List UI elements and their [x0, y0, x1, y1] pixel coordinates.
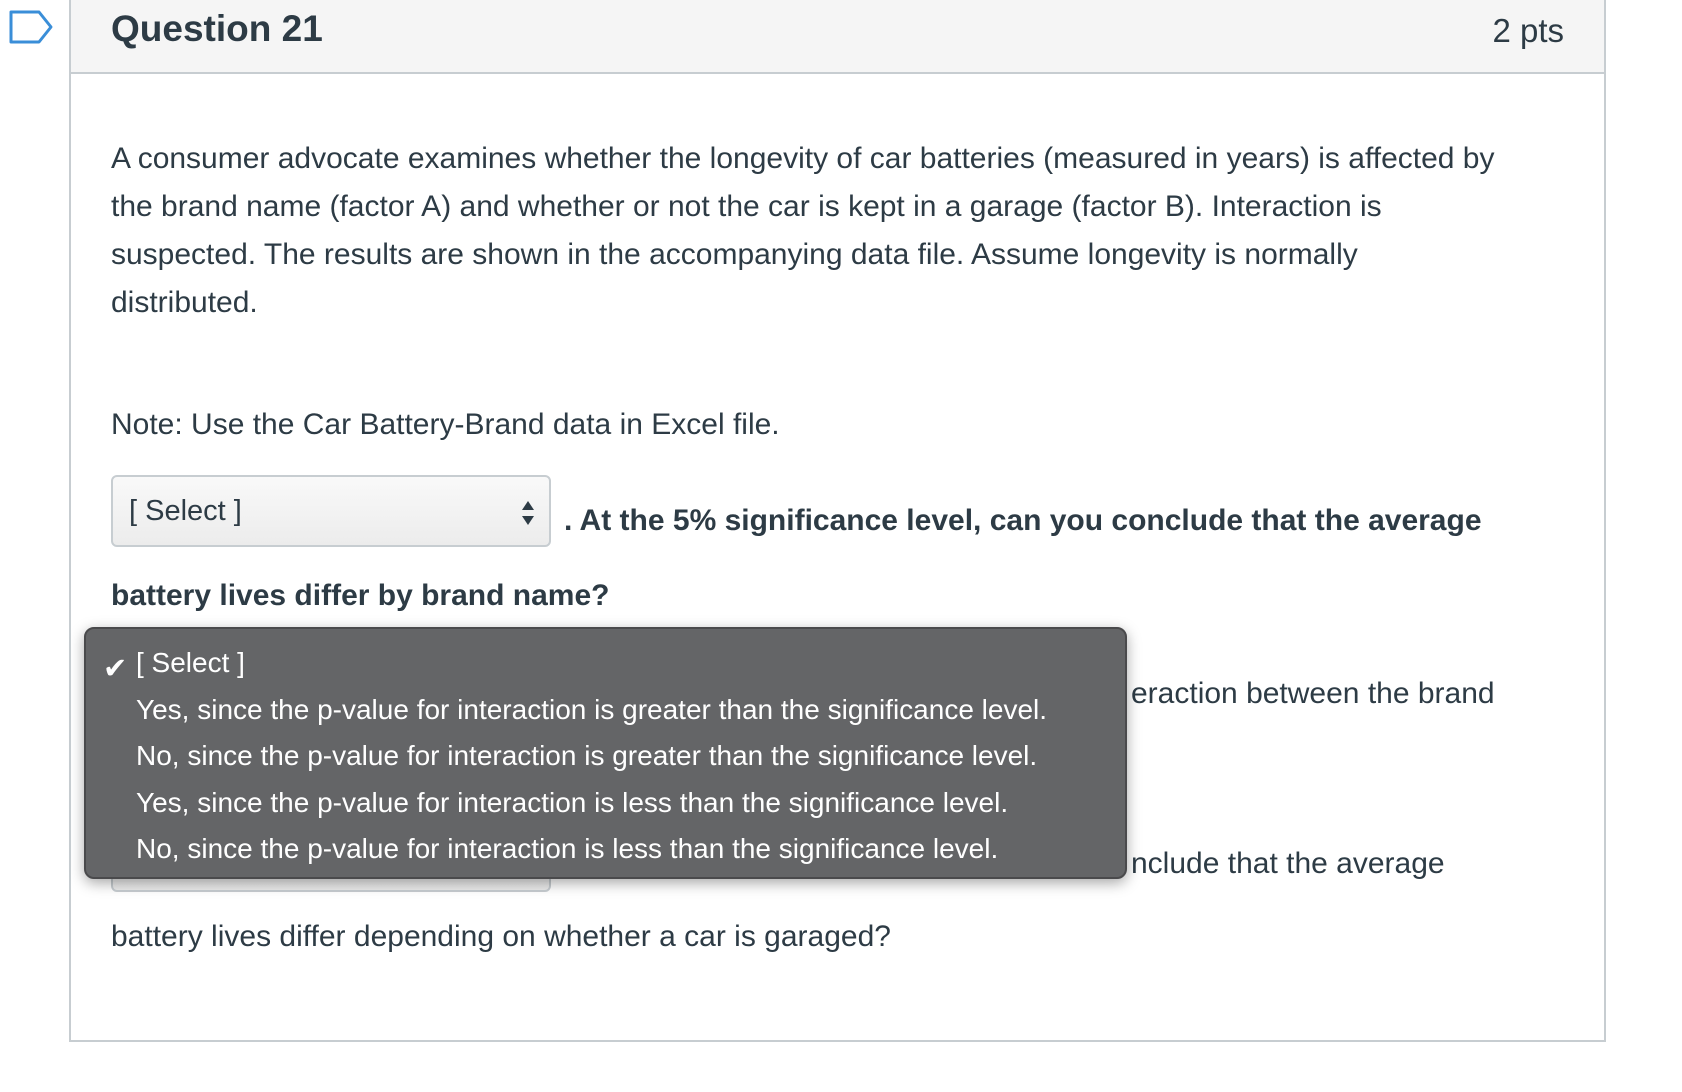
question-card: [69, 0, 1606, 1042]
question-part-1: . At the 5% significance level, can you conclude that the average: [564, 504, 1482, 537]
question-title: Question 21: [111, 8, 323, 49]
dropdown-option-select[interactable]: [ Select ]: [136, 647, 245, 678]
dropdown-option[interactable]: No, since the p-value for interaction is less than the significance level.: [136, 833, 999, 864]
answer-select-1[interactable]: [111, 475, 551, 547]
checkmark-icon: ✔: [103, 653, 128, 685]
paragraph-line: distributed.: [111, 286, 258, 319]
select-dropdown-menu: [84, 627, 1127, 879]
paragraph-line: the brand name (factor A) and whether or not the car is kept in a garage (factor B). Interaction is: [111, 190, 1382, 223]
question-points: 2 pts: [1492, 12, 1564, 49]
paragraph-line: suspected. The results are shown in the accompanying data file. Assume longevity is normally: [111, 238, 1358, 271]
dropdown-option[interactable]: Yes, since the p-value for interaction is greater than the significance level.: [136, 694, 1048, 725]
question-part-3-partial: nclude that the average: [1131, 847, 1445, 880]
dropdown-option[interactable]: No, since the p-value for interaction is greater than the significance level.: [136, 740, 1038, 771]
paragraph-line: A consumer advocate examines whether the longevity of car batteries (measured in years) is affected by: [111, 142, 1495, 175]
dropdown-option[interactable]: Yes, since the p-value for interaction is less than the significance level.: [136, 787, 1009, 818]
select-arrows-icon: [521, 499, 535, 527]
bookmark-icon[interactable]: [9, 10, 53, 44]
question-part-3-line2: battery lives differ depending on whether a car is garaged?: [111, 920, 891, 953]
note-text: Note: Use the Car Battery-Brand data in Excel file.: [111, 408, 780, 441]
question-part-2-partial: eraction between the brand: [1131, 677, 1495, 710]
question-part-1-line2: battery lives differ by brand name?: [111, 579, 610, 612]
question-header: [71, 0, 1604, 74]
select-value: [ Select ]: [129, 495, 242, 527]
question-paragraph: [111, 135, 1571, 327]
